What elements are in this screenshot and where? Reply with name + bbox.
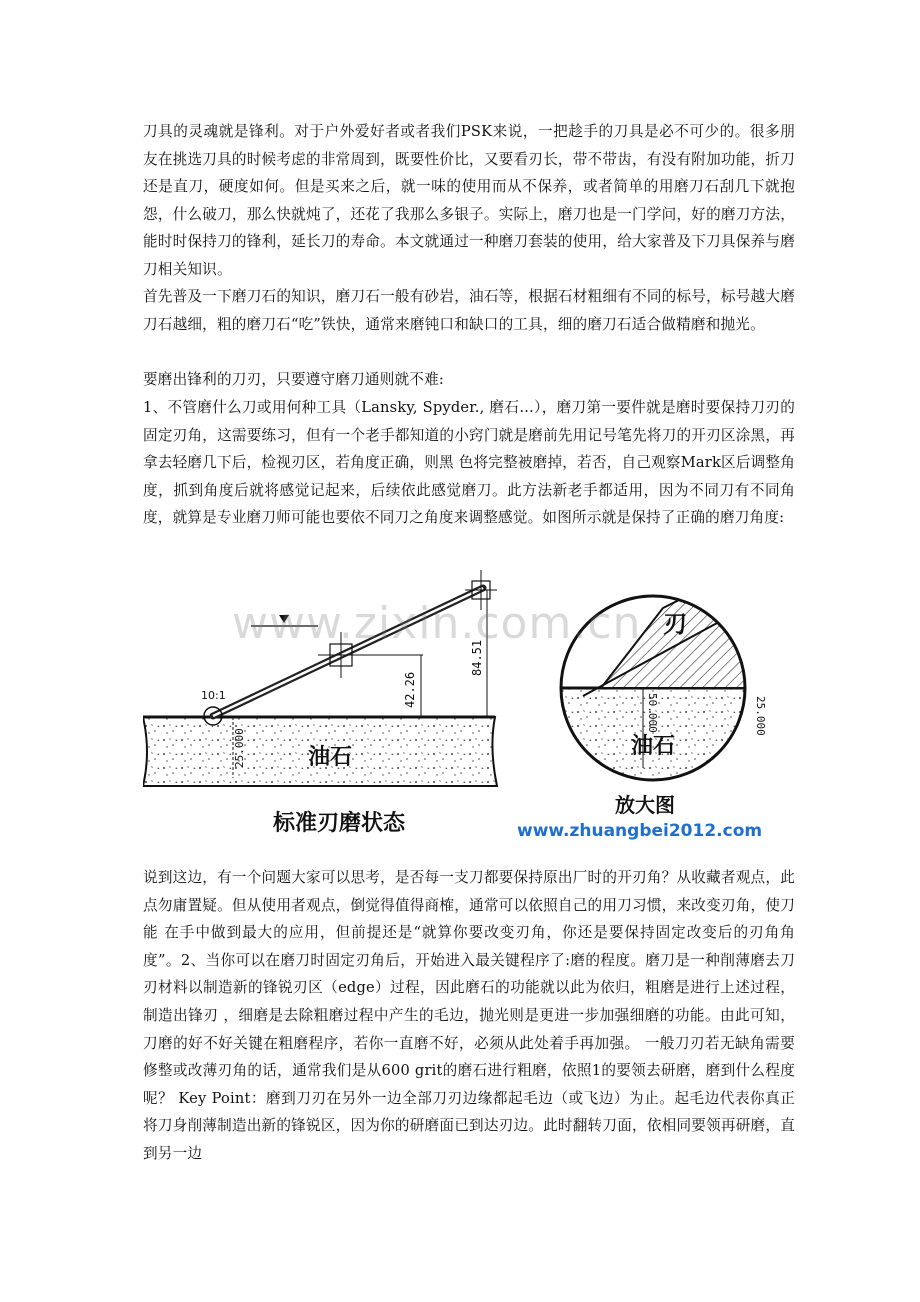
dim-2500-left: 25.000 <box>233 728 246 768</box>
dim-ratio: 10:1 <box>201 689 226 702</box>
dim-4226: 42.26 <box>403 671 417 708</box>
dim-2500-right: 25.000 <box>754 696 767 736</box>
paragraph-rule-intro: 要磨出锋利的刀刃，只要遵守磨刀通则就不难: <box>143 371 444 388</box>
left-caption: 标准刃磨状态 <box>273 811 406 836</box>
paragraph-intro: 刀具的灵魂就是锋利。对于户外爱好者或者我们PSK来说，一把趁手的刀具是必不可少的。很多朋友在挑选刀具的时候考虑的非常周到，既要性价比，又要看刃长，带不带齿，有没有附加功能，折刀还是直刀，硬度如何。但是买来之后，就一味的使用而从不保养，或者简单的用磨刀石刮几下就抱怨，什么破刀，那么快就炖了，还花了我那么多银子。实际上，磨刀也是一门学问，好的磨刀方法，能时时保持刀的锋利，延长刀的寿命。本文就通过一种磨刀套装的使用，给大家普及下刀具保养与磨刀相关知识。 <box>143 123 795 278</box>
stone-label-left: 油石 <box>308 745 353 770</box>
paragraph-rule-2: 说到这边，有一个问题大家可以思考，是否每一支刀都要保持原出厂时的开刃角？从收藏者观点，此点勿庸置疑。但从使用者观点，倒觉得值得商榷，通常可以依照自己的用刀习惯，来改变刃角，使刀能 在手中做到最大的应用，但前提还是“就算你要改变刃角，你还是要保持固定改变后的刃角角度”。2、当你可以在磨刀时固定刃角后，开始进入最关键程序了:磨的程度。磨刀是一种削薄磨去刀刃材料以制造新的锋锐刃区（edge）过程，因此磨石的功能就以此为依归，粗磨是进行上述过程，制造出锋刃 ，细磨是去除粗磨过程中产生的毛边，抛光则是更进一步加强细磨的功能。由此可知，刀磨的好不好关键在粗磨程序，若你一直磨不好，必须从此处着手再加强。 一般刀刃若无缺角需要修整或改薄刃角的话，通常我们是从600 grit的磨石进行粗磨，依照1的要领去研磨，磨到什么程度呢？ Key Point：磨到刀刃在另外一边全部刀刃边缘都起毛边（或飞边）为止。起毛边代表你真正将刀身削薄制造出新的锋锐区，因为你的研磨面已到达刃边。此时翻转刀面，依相同要领再研磨，直到另一边 <box>143 869 795 1162</box>
dim-8451: 84.51 <box>470 639 484 676</box>
paragraph-whetstone: 首先普及一下磨刀石的知识，磨刀石一般有砂岩，油石等，根据石材粗细有不同的标号，标号越大磨刀石越细，粗的磨刀石“吃”铁快，通常来磨钝口和缺口的工具，细的磨刀石适合做精磨和抛光。 <box>143 288 795 333</box>
paragraph-rule-1: 1、不管磨什么刀或用何种工具（Lansky, Spyder., 磨石…），磨刀第一要件就是磨时要保持刀刃的固定刃角，这需要练习，但有一个老手都知道的小窍门就是磨前先用记号笔先将刀的开刃区涂黑，再拿去轻磨几下后，检视刃区，若角度正确，则黑 色将完整被磨掉，若否，自己观察Mark区后调整角度，抓到角度后就将感觉记起来，后续依此感觉磨刀。此方法新老手都适用，因为不同刀有不同角度，就算是专业磨刀师可能也要依不同刀之角度来调整感觉。如图所示就是保持了正确的磨刀角度: <box>143 399 795 527</box>
right-caption: 放大图 <box>615 793 675 817</box>
stone-label-right: 油石 <box>631 734 676 759</box>
watermark: www.zixin.com.cn <box>232 598 642 649</box>
website-label: www.zhuangbei2012.com <box>517 821 763 841</box>
blade-label: 刃 <box>663 610 687 638</box>
dim-50000: 50.000 <box>646 693 659 733</box>
